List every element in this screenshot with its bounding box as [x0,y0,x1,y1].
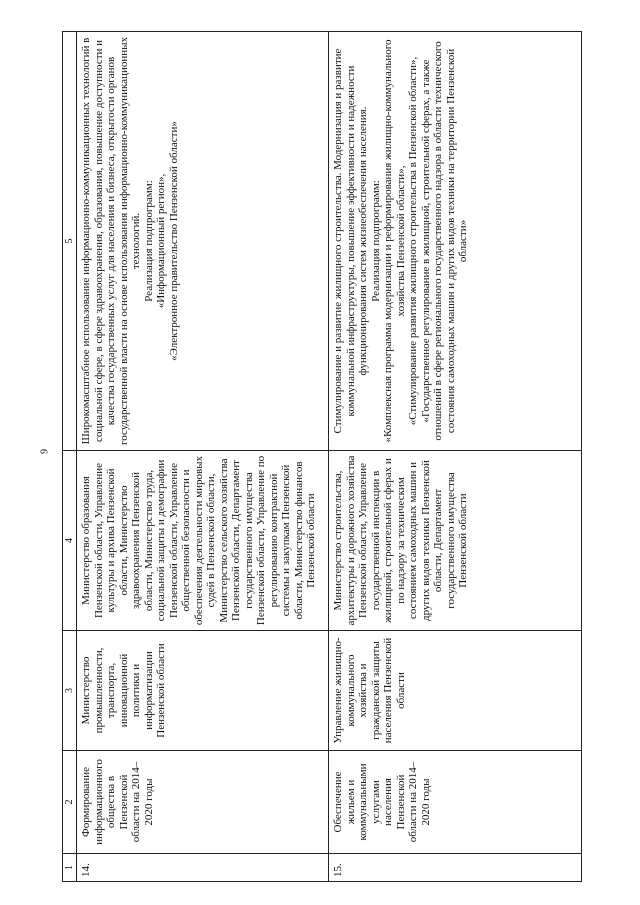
subprogram-item: «Стимулирование развития жилищного строительства в Пензенской области», [407,56,419,426]
subprogram-item: «Комплексная программа модернизации и реформирования жилищно-коммунального хозяйства Пензенской области», [382,39,407,443]
program-name: Обеспечение жильем и коммунальными услугами населения Пензенской области на 2014–2020 годы [329,751,582,854]
row-number: 14. [77,854,329,882]
program-goals [329,32,582,451]
subprogram-item: «Информационный регион», [155,173,167,309]
program-goals [77,32,329,451]
header-cell: 5 [63,32,77,451]
rotated-page [62,32,582,882]
responsible-executor: Управление жилищно-коммунального хозяйства и гражданской защиты населения Пензенской области [329,631,582,751]
goal-text: Стимулирование и развитие жилищного строительства. Модернизация и развитие коммунальной инфраструктуры, повышение эффективности и надежности функционирования систем жизнеобеспечения населения. [332,48,369,434]
table-row [77,32,329,882]
responsible-executor: Министерство промышленности, транспорта, инновационной политики и информатизации Пензенской области [77,631,329,751]
subprogram-item: «Электронное правительство Пензенской области» [167,121,180,361]
header-cell: 3 [63,631,77,751]
subprogram-item: «Государственное регулирование в жилищной, строительной сферах, а также отношений в сфере регионального государственного надзора в области технического состояния самоходных машин и других видов техники на территории Пензенской области» [419,41,469,441]
subprograms-label: Реализация подпрограмм: [142,180,155,302]
header-cell: 4 [63,451,77,631]
programs-table [62,31,582,882]
co-executors: Министерство образования Пензенской области, Управление культуры и архива Пензенской области, Министерство здравоохранения Пензенской области, Министерство труда, социальной защиты и демографии Пензенской области, Управление общественной безопасности и обеспечения деятельности мировых судей в Пензенской области, Министерство сельского хозяйства Пензенской области, Департамент государственного имущества Пензенской области, Управление по регулированию контрактной системы и закупкам Пензенской области, Министерство финансов Пензенской области [77,451,329,631]
goal-text: Широкомасштабное использование информационно-коммуникационных технологий в социальной сфере, в сфере здравоохранения, образования, повышение доступности и качества государственных услуг для населения и бизнеса, открытости органов государственной власти на основе использования информационно-коммуникационных технологий. [80,37,142,446]
page-number: 9 [39,449,51,454]
program-name: Формирование информационного общества в Пензенской области на 2014–2020 годы [77,751,329,854]
header-cell: 1 [63,854,77,882]
row-number: 15. [329,854,582,882]
table-row [329,32,582,882]
subprograms-label: Реализация подпрограмм: [369,180,382,302]
co-executors: Министерство строительства, архитектуры и дорожного хозяйства Пензенской области, Управление государственной инспекции в жилищной, строительной сферах и по надзору за техническим состоянием самоходных машин и других видов техники Пензенской области, Департамент государственного имущества Пензенской области [329,451,582,631]
header-row [63,32,77,882]
header-cell: 2 [63,751,77,854]
